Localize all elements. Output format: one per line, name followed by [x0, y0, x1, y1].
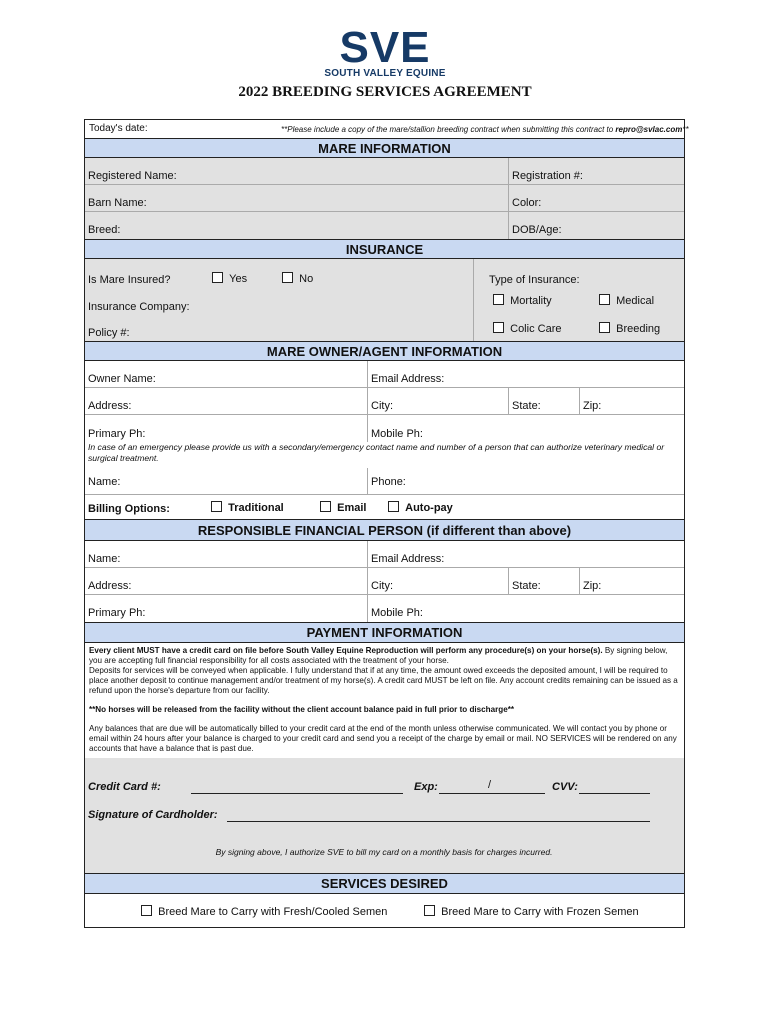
signature-label: Signature of Cardholder: [88, 809, 218, 821]
insurance-header: INSURANCE [85, 239, 684, 259]
signature-input[interactable] [227, 821, 650, 822]
checkbox-icon[interactable] [388, 501, 399, 512]
checkbox-icon[interactable] [599, 294, 610, 305]
policy-field[interactable]: Policy #: [88, 327, 130, 339]
billing-autopay-option[interactable]: Auto-pay [388, 501, 453, 514]
owner-header: MARE OWNER/AGENT INFORMATION [85, 341, 684, 361]
checkbox-icon[interactable] [211, 501, 222, 512]
credit-card-input[interactable] [191, 793, 403, 794]
payment-terms [85, 643, 684, 758]
mare-row-2 [85, 185, 684, 212]
todays-date-label[interactable]: Today's date: [89, 123, 148, 134]
fresh-cooled-semen-option[interactable]: Breed Mare to Carry with Fresh/Cooled Semen [141, 905, 387, 918]
checkbox-icon[interactable] [424, 905, 435, 916]
svg-text:SVE: SVE [339, 26, 431, 66]
owner-email-field[interactable]: Email Address: [371, 373, 445, 385]
owner-state-field[interactable]: State: [512, 400, 541, 412]
owner-name-field[interactable]: Owner Name: [88, 373, 156, 385]
checkbox-icon[interactable] [212, 272, 223, 283]
mare-row-3 [85, 212, 684, 239]
checkbox-icon[interactable] [141, 905, 152, 916]
insurance-company-field[interactable]: Insurance Company: [88, 301, 190, 313]
financial-mobile-phone-field[interactable]: Mobile Ph: [371, 607, 423, 619]
owner-city-field[interactable]: City: [371, 400, 393, 412]
authorization-note: By signing above, I authorize SVE to bill my card on a monthly basis for charges incurred. [215, 847, 553, 857]
breed-field[interactable]: Breed: [88, 224, 121, 236]
checkbox-icon[interactable] [320, 501, 331, 512]
financial-email-field[interactable]: Email Address: [371, 553, 445, 565]
owner-address-field[interactable]: Address: [88, 400, 132, 412]
billing-row [85, 495, 684, 519]
dob-age-field[interactable]: DOB/Age: [512, 224, 562, 236]
exp-label: Exp: [414, 781, 438, 793]
financial-name-field[interactable]: Name: [88, 553, 121, 565]
exp-separator: / [488, 779, 492, 791]
financial-header: RESPONSIBLE FINANCIAL PERSON (if different than above) [85, 519, 684, 541]
checkbox-icon[interactable] [493, 294, 504, 305]
financial-row-1 [85, 541, 684, 568]
is-insured-label: Is Mare Insured? [88, 274, 171, 286]
document-title: 2022 BREEDING SERVICES AGREEMENT [238, 84, 532, 100]
billing-email-option[interactable]: Email [320, 501, 366, 514]
emergency-phone-field[interactable]: Phone: [371, 476, 406, 488]
sve-logo-mark [320, 26, 450, 66]
exp-input[interactable] [439, 793, 545, 794]
credit-card-section [85, 758, 684, 873]
services-header: SERVICES DESIRED [85, 873, 684, 894]
payment-paragraph-4: Any balances that are due will be automatically billed to your credit card at the end of the month unless otherwise communicated. We will contact you by phone or email within 24 hours after your balance is charged to your credit card and send you a receipt of the charge by email or mail. NO SERVICES will be rendered on any accounts that have a balance that is past due. [89, 724, 677, 753]
mortality-option[interactable]: Mortality [493, 294, 552, 307]
payment-terms-text [85, 643, 684, 757]
emergency-name-field[interactable]: Name: [88, 476, 121, 488]
financial-row-2 [85, 568, 684, 595]
medical-option[interactable]: Medical [599, 294, 654, 307]
billing-traditional-option[interactable]: Traditional [211, 501, 284, 514]
emergency-note: In case of an emergency please provide us with a secondary/emergency contact name and number of a person that can authorize veterinary medical or surgical treatment. [88, 442, 665, 463]
financial-state-field[interactable]: State: [512, 580, 541, 592]
insured-no-option[interactable]: No [282, 272, 313, 285]
financial-primary-phone-field[interactable]: Primary Ph: [88, 607, 146, 619]
checkbox-icon[interactable] [599, 322, 610, 333]
credit-card-label: Credit Card #: [88, 781, 161, 793]
financial-row-3 [85, 595, 684, 622]
owner-primary-phone-field[interactable]: Primary Ph: [88, 428, 146, 440]
owner-row-2 [85, 388, 684, 415]
payment-header: PAYMENT INFORMATION [85, 622, 684, 643]
checkbox-icon[interactable] [282, 272, 293, 283]
mare-row-1 [85, 158, 684, 185]
date-row [85, 120, 689, 138]
owner-row-3 [85, 415, 684, 442]
owner-mobile-phone-field[interactable]: Mobile Ph: [371, 428, 423, 440]
mare-info-header: MARE INFORMATION [85, 138, 684, 158]
cvv-label: CVV: [552, 781, 578, 793]
barn-name-field[interactable]: Barn Name: [88, 197, 147, 209]
payment-paragraph-1: Every client MUST have a credit card on file before South Valley Equine Reproduction will perform any procedure(s) on your horse(s). By signing below, you are accepting full financial responsibility for all costs associated with the treatment of your horse. [89, 646, 668, 665]
insured-yes-option[interactable]: Yes [212, 272, 247, 285]
financial-zip-field[interactable]: Zip: [583, 580, 602, 592]
colic-care-option[interactable]: Colic Care [493, 322, 561, 335]
breeding-option[interactable]: Breeding [599, 322, 660, 335]
financial-address-field[interactable]: Address: [88, 580, 132, 592]
frozen-semen-option[interactable]: Breed Mare to Carry with Frozen Semen [424, 905, 639, 918]
billing-options-label: Billing Options: [88, 503, 170, 515]
emergency-contact-row [85, 468, 684, 495]
emergency-note-row [85, 442, 684, 468]
insurance-section [85, 259, 684, 341]
color-field[interactable]: Color: [512, 197, 542, 209]
financial-city-field[interactable]: City: [371, 580, 393, 592]
payment-paragraph-2: Deposits for services will be conveyed when applicable. I fully understand that if at any time, the amount owed exceeds the deposited amount, I will be required to place another deposit to continue management and/or treatment of my horse(s). A credit card MUST be left on file. Any account credits remaining can be issued as a refund upon the horse's departure from our facility. [89, 666, 678, 695]
logo [300, 26, 470, 79]
agreement-form [84, 119, 689, 928]
payment-paragraph-3: **No horses will be released from the facility without the client account balance paid in full prior to discharge** [89, 705, 515, 714]
owner-row-1 [85, 361, 684, 388]
owner-zip-field[interactable]: Zip: [583, 400, 602, 412]
services-options [85, 894, 684, 927]
registered-name-field[interactable]: Registered Name: [88, 170, 177, 182]
logo-subtitle: SOUTH VALLEY EQUINE [324, 68, 446, 79]
checkbox-icon[interactable] [493, 322, 504, 333]
contract-note: **Please include a copy of the mare/stallion breeding contract when submitting this contract to repro@svlac.com** [281, 125, 689, 134]
registration-field[interactable]: Registration #: [512, 170, 583, 182]
insurance-type-label: Type of Insurance: [489, 274, 580, 286]
cvv-input[interactable] [579, 793, 650, 794]
